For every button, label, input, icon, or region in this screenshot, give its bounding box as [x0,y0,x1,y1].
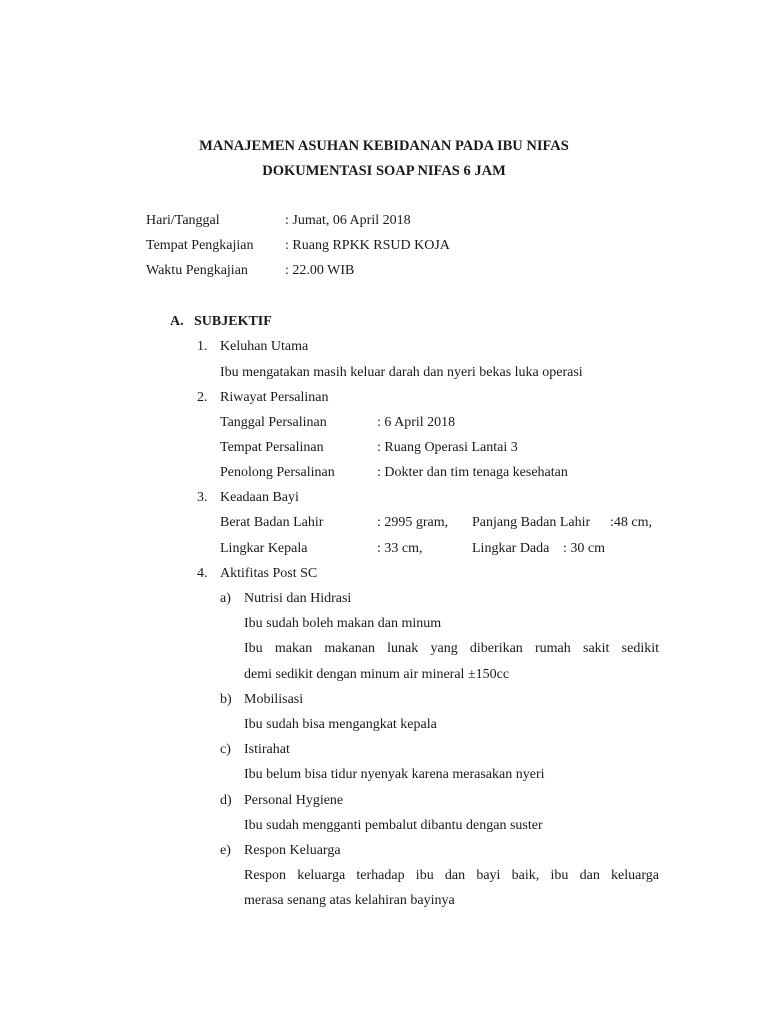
document-subtitle: DOKUMENTASI SOAP NIFAS 6 JAM [262,163,506,179]
riwayat-value-penolong: : Dokter dan tim tenaga kesehatan [377,465,568,480]
bayi-value-bb: : 2995 gram, [377,515,449,530]
riwayat-label-penolong: Penolong Persalinan [220,465,335,480]
sub-d-title: Personal Hygiene [244,793,344,808]
section-a-title: SUBJEKTIF [194,314,272,329]
bayi-value-lk: : 33 cm, [377,541,423,556]
info-label-tempat: Tempat Pengkajian [146,238,254,253]
bayi-value-pb: :48 cm, [610,515,652,530]
sub-c-line-1: Ibu belum bisa tidur nyenyak karena merasakan nyeri [244,767,545,782]
bayi-label-lk: Lingkar Kepala [220,541,308,556]
item-4-title: Aktifitas Post SC [220,566,318,581]
bayi-label-pb: Panjang Badan Lahir [472,515,591,530]
document-title: MANAJEMEN ASUHAN KEBIDANAN PADA IBU NIFAS [199,138,569,154]
bayi-label-ld: Lingkar Dada [472,541,550,556]
item-4-number: 4. [197,566,208,581]
sub-b-line-1: Ibu sudah bisa mengangkat kepala [244,717,437,732]
item-2-number: 2. [197,390,208,405]
sub-a-line-3: demi sedikit dengan minum air mineral ±150cc [244,667,510,682]
info-label-hari: Hari/Tanggal [146,213,220,228]
item-1-title: Keluhan Utama [220,339,309,354]
sub-e-line-1: Respon keluarga terhadap ibu dan bayi baik, ibu dan keluarga [244,868,659,883]
info-value-waktu: : 22.00 WIB [285,263,355,278]
info-value-hari: : Jumat, 06 April 2018 [285,213,411,228]
sub-e-letter: e) [220,843,231,858]
section-a-letter: A. [170,314,184,329]
sub-b-title: Mobilisasi [244,692,304,707]
info-value-tempat: : Ruang RPKK RSUD KOJA [285,238,450,253]
sub-c-title: Istirahat [244,742,290,757]
info-label-waktu: Waktu Pengkajian [146,263,248,278]
riwayat-value-tempat: : Ruang Operasi Lantai 3 [377,440,518,455]
riwayat-value-tanggal: : 6 April 2018 [377,415,456,430]
riwayat-label-tempat: Tempat Persalinan [220,440,324,455]
sub-a-line-2: Ibu makan makanan lunak yang diberikan rumah sakit sedikit [244,641,659,656]
riwayat-label-tanggal: Tanggal Persalinan [220,415,327,430]
sub-a-letter: a) [220,591,231,606]
sub-d-letter: d) [220,793,232,808]
item-2-title: Riwayat Persalinan [220,390,329,405]
bayi-label-bb: Berat Badan Lahir [220,515,324,530]
bayi-value-ld: : 30 cm [563,541,605,556]
sub-e-line-2: merasa senang atas kelahiran bayinya [244,893,455,908]
sub-a-title: Nutrisi dan Hidrasi [244,591,352,606]
item-3-title: Keadaan Bayi [220,490,299,505]
sub-c-letter: c) [220,742,231,757]
item-3-number: 3. [197,490,208,505]
sub-a-line-1: Ibu sudah boleh makan dan minum [244,616,442,631]
sub-d-line-1: Ibu sudah mengganti pembalut dibantu dengan suster [244,818,543,833]
item-1-number: 1. [197,339,208,354]
sub-e-title: Respon Keluarga [244,843,341,858]
sub-b-letter: b) [220,692,232,707]
item-1-text: Ibu mengatakan masih keluar darah dan nyeri bekas luka operasi [220,365,583,380]
